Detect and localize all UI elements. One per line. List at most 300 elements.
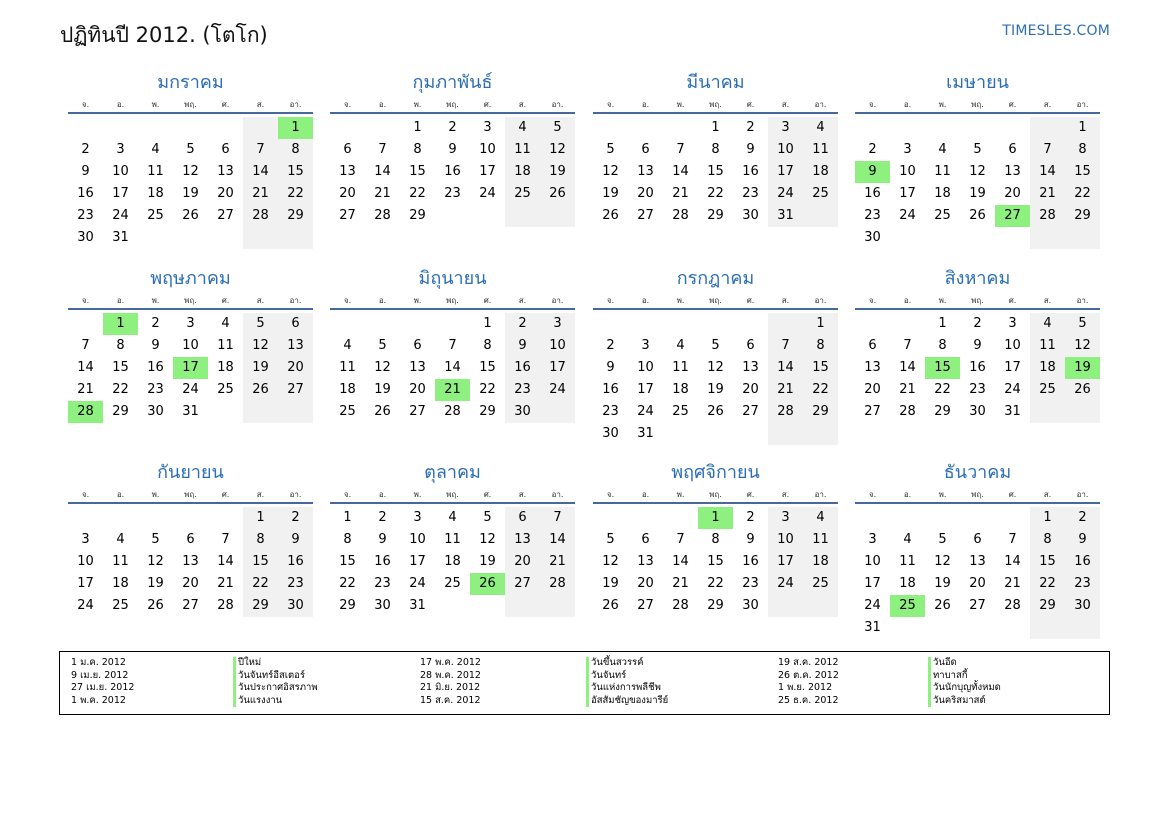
weekend-cell bbox=[540, 595, 575, 617]
day-cell: 19 bbox=[707, 382, 724, 397]
day-cell: 11 bbox=[112, 554, 129, 569]
day-cell: 9 bbox=[278, 529, 313, 551]
day-cell: 10 bbox=[409, 532, 426, 547]
day-cell: 17 bbox=[1004, 360, 1021, 375]
month-divider bbox=[855, 308, 1100, 310]
day-cell: 6 bbox=[505, 507, 540, 529]
weekday-label: อา. bbox=[814, 100, 827, 109]
day-cell: 8 bbox=[116, 338, 125, 353]
day-cell: 26 bbox=[602, 598, 619, 613]
day-cell: 4 bbox=[803, 117, 838, 139]
weekday-label: อา. bbox=[1076, 490, 1089, 499]
day-cell: 22 bbox=[1065, 183, 1100, 205]
day-cell: 2 bbox=[746, 510, 755, 525]
day-cell: 23 bbox=[444, 186, 461, 201]
day-cell: 3 bbox=[116, 142, 125, 157]
holiday-day-cell: 1 bbox=[698, 507, 733, 529]
day-cell: 21 bbox=[77, 382, 94, 397]
day-cell: 11 bbox=[444, 532, 461, 547]
day-cell: 17 bbox=[409, 554, 426, 569]
day-cell: 20 bbox=[278, 357, 313, 379]
day-cell: 27 bbox=[742, 404, 759, 419]
day-cell: 15 bbox=[243, 551, 278, 573]
weekday-label: ศ. bbox=[1008, 100, 1017, 109]
day-cell: 14 bbox=[77, 360, 94, 375]
site-link[interactable]: TIMESLES.COM bbox=[1002, 23, 1110, 39]
day-cell: 30 bbox=[505, 401, 540, 423]
day-cell: 31 bbox=[864, 620, 881, 635]
day-cell: 14 bbox=[243, 161, 278, 183]
weekday-label: พฤ. bbox=[446, 296, 459, 305]
weekday-label: อ. bbox=[641, 100, 650, 109]
day-cell: 18 bbox=[672, 382, 689, 397]
day-cell: 5 bbox=[378, 338, 387, 353]
day-cell: 14 bbox=[672, 554, 689, 569]
day-cell: 25 bbox=[672, 404, 689, 419]
day-cell: 17 bbox=[768, 551, 803, 573]
weekday-label: อา. bbox=[814, 490, 827, 499]
day-cell: 16 bbox=[864, 186, 881, 201]
day-cell: 22 bbox=[278, 183, 313, 205]
weekday-label: พฤ. bbox=[971, 490, 984, 499]
day-cell: 26 bbox=[707, 404, 724, 419]
weekend-cell bbox=[278, 401, 313, 423]
day-cell: 7 bbox=[1030, 139, 1065, 161]
month-name: ธันวาคม bbox=[943, 462, 1012, 483]
day-cell: 5 bbox=[540, 117, 575, 139]
legend-date: 15 ส.ค. 2012 bbox=[420, 694, 481, 706]
day-cell: 13 bbox=[278, 335, 313, 357]
weekday-label: พ. bbox=[938, 296, 947, 305]
day-cell: 28 bbox=[672, 598, 689, 613]
day-cell: 12 bbox=[602, 554, 619, 569]
day-cell: 13 bbox=[505, 529, 540, 551]
legend-date: 1 พ.ค. 2012 bbox=[71, 694, 126, 706]
legend-date: 27 เม.ย. 2012 bbox=[71, 682, 135, 693]
day-cell: 19 bbox=[969, 186, 986, 201]
day-cell: 11 bbox=[339, 360, 356, 375]
day-cell: 29 bbox=[243, 595, 278, 617]
day-cell: 11 bbox=[147, 164, 164, 179]
day-cell: 4 bbox=[151, 142, 160, 157]
day-cell: 12 bbox=[374, 360, 391, 375]
day-cell: 31 bbox=[768, 205, 803, 227]
day-cell: 16 bbox=[147, 360, 164, 375]
holiday-day-cell: 1 bbox=[103, 313, 138, 335]
day-cell: 30 bbox=[374, 598, 391, 613]
day-cell: 15 bbox=[479, 360, 496, 375]
day-cell: 2 bbox=[81, 142, 90, 157]
day-cell: 25 bbox=[803, 573, 838, 595]
weekday-label: ส. bbox=[1043, 490, 1052, 499]
day-cell: 6 bbox=[413, 338, 422, 353]
day-cell: 5 bbox=[483, 510, 492, 525]
weekend-cell bbox=[505, 595, 540, 617]
day-cell: 16 bbox=[505, 357, 540, 379]
weekday-label: ศ. bbox=[483, 100, 492, 109]
legend-dates-col-3 bbox=[778, 657, 839, 707]
day-cell: 25 bbox=[112, 598, 129, 613]
day-cell: 4 bbox=[903, 532, 912, 547]
day-cell: 19 bbox=[934, 576, 951, 591]
weekend-cell bbox=[243, 227, 278, 249]
day-cell: 8 bbox=[803, 335, 838, 357]
day-cell: 28 bbox=[1030, 205, 1065, 227]
day-cell: 13 bbox=[409, 360, 426, 375]
day-cell: 27 bbox=[339, 208, 356, 223]
weekday-label: อ. bbox=[116, 296, 125, 305]
day-cell: 28 bbox=[217, 598, 234, 613]
weekday-label: พฤ. bbox=[971, 296, 984, 305]
weekday-label: จ. bbox=[81, 100, 90, 109]
day-cell: 2 bbox=[868, 142, 877, 157]
day-cell: 23 bbox=[742, 576, 759, 591]
day-cell: 20 bbox=[217, 186, 234, 201]
day-cell: 30 bbox=[742, 598, 759, 613]
weekday-label: พฤ. bbox=[709, 296, 722, 305]
month-divider bbox=[330, 112, 575, 114]
day-cell: 21 bbox=[243, 183, 278, 205]
day-cell: 12 bbox=[479, 532, 496, 547]
day-cell: 24 bbox=[768, 573, 803, 595]
day-cell: 8 bbox=[938, 338, 947, 353]
day-cell: 14 bbox=[672, 164, 689, 179]
day-cell: 24 bbox=[899, 208, 916, 223]
legend-names-col-3 bbox=[928, 657, 1001, 707]
day-cell: 10 bbox=[112, 164, 129, 179]
day-cell: 18 bbox=[934, 186, 951, 201]
day-cell: 22 bbox=[409, 186, 426, 201]
legend-holiday: วันแห่งการพลีชีพ bbox=[591, 682, 661, 693]
day-cell: 9 bbox=[151, 338, 160, 353]
day-cell: 13 bbox=[217, 164, 234, 179]
day-cell: 30 bbox=[1065, 595, 1100, 617]
day-cell: 25 bbox=[803, 183, 838, 205]
weekday-label: พ. bbox=[676, 490, 685, 499]
weekday-label: จ. bbox=[343, 100, 352, 109]
day-cell: 5 bbox=[606, 142, 615, 157]
weekday-label: พฤ. bbox=[184, 490, 197, 499]
day-cell: 5 bbox=[938, 532, 947, 547]
day-cell: 5 bbox=[151, 532, 160, 547]
day-cell: 11 bbox=[803, 139, 838, 161]
month-divider bbox=[68, 308, 313, 310]
month-divider bbox=[330, 502, 575, 504]
weekend-cell bbox=[505, 205, 540, 227]
day-cell: 15 bbox=[1065, 161, 1100, 183]
day-cell: 23 bbox=[147, 382, 164, 397]
holiday-day-cell: 15 bbox=[925, 357, 960, 379]
day-cell: 30 bbox=[742, 208, 759, 223]
day-cell: 31 bbox=[112, 230, 129, 245]
day-cell: 2 bbox=[1065, 507, 1100, 529]
day-cell: 15 bbox=[707, 164, 724, 179]
weekday-label: ส. bbox=[781, 296, 790, 305]
day-cell: 3 bbox=[768, 117, 803, 139]
day-cell: 9 bbox=[378, 532, 387, 547]
day-cell: 16 bbox=[77, 186, 94, 201]
weekday-label: ศ. bbox=[483, 490, 492, 499]
day-cell: 25 bbox=[339, 404, 356, 419]
weekday-label: จ. bbox=[606, 100, 615, 109]
weekday-label: พ. bbox=[676, 100, 685, 109]
day-cell: 10 bbox=[182, 338, 199, 353]
day-cell: 4 bbox=[803, 507, 838, 529]
weekday-label: จ. bbox=[343, 490, 352, 499]
day-cell: 9 bbox=[448, 142, 457, 157]
legend-date: 19 ส.ค. 2012 bbox=[778, 657, 839, 668]
weekend-cell bbox=[1030, 117, 1065, 139]
weekday-label: อา. bbox=[289, 490, 302, 499]
weekend-cell bbox=[1030, 401, 1065, 423]
day-cell: 22 bbox=[707, 576, 724, 591]
weekday-label: อ. bbox=[641, 490, 650, 499]
weekday-label: อ. bbox=[116, 100, 125, 109]
day-cell: 23 bbox=[742, 186, 759, 201]
day-cell: 2 bbox=[746, 120, 755, 135]
day-cell: 18 bbox=[112, 576, 129, 591]
day-cell: 2 bbox=[973, 316, 982, 331]
day-cell: 5 bbox=[186, 142, 195, 157]
day-cell: 11 bbox=[1030, 335, 1065, 357]
day-cell: 8 bbox=[711, 142, 720, 157]
day-cell: 24 bbox=[637, 404, 654, 419]
weekday-label: พ. bbox=[151, 296, 160, 305]
legend-date: 26 ต.ค. 2012 bbox=[778, 669, 839, 681]
day-cell: 18 bbox=[147, 186, 164, 201]
day-cell: 24 bbox=[182, 382, 199, 397]
day-cell: 19 bbox=[147, 576, 164, 591]
holiday-day-cell: 26 bbox=[470, 573, 505, 595]
weekday-label: ส. bbox=[781, 100, 790, 109]
weekday-label: พฤ. bbox=[709, 490, 722, 499]
day-cell: 6 bbox=[186, 532, 195, 547]
weekday-label: ศ. bbox=[746, 490, 755, 499]
day-cell: 20 bbox=[505, 551, 540, 573]
day-cell: 3 bbox=[768, 507, 803, 529]
legend-dates-col-1 bbox=[71, 657, 134, 707]
holiday-legend bbox=[59, 651, 1110, 715]
day-cell: 23 bbox=[505, 379, 540, 401]
day-cell: 2 bbox=[505, 313, 540, 335]
day-cell: 7 bbox=[676, 142, 685, 157]
legend-holiday: วันขึ้นสวรรค์ bbox=[591, 657, 644, 668]
day-cell: 13 bbox=[1004, 164, 1021, 179]
day-cell: 27 bbox=[637, 598, 654, 613]
day-cell: 10 bbox=[77, 554, 94, 569]
holiday-day-cell: 27 bbox=[995, 205, 1030, 227]
day-cell: 15 bbox=[803, 357, 838, 379]
day-cell: 30 bbox=[77, 230, 94, 245]
weekend-cell bbox=[243, 117, 278, 139]
weekday-label: อ. bbox=[903, 296, 912, 305]
day-cell: 28 bbox=[374, 208, 391, 223]
day-cell: 5 bbox=[243, 313, 278, 335]
month-name: กันยายน bbox=[157, 462, 224, 483]
weekday-label: พ. bbox=[151, 490, 160, 499]
weekday-label: จ. bbox=[868, 296, 877, 305]
day-cell: 21 bbox=[540, 551, 575, 573]
day-cell: 24 bbox=[112, 208, 129, 223]
weekday-label: พ. bbox=[938, 490, 947, 499]
day-cell: 14 bbox=[374, 164, 391, 179]
day-cell: 10 bbox=[1004, 338, 1021, 353]
day-cell: 8 bbox=[343, 532, 352, 547]
day-cell: 16 bbox=[1065, 551, 1100, 573]
day-cell: 15 bbox=[278, 161, 313, 183]
month-divider bbox=[68, 502, 313, 504]
day-cell: 29 bbox=[339, 598, 356, 613]
legend-holiday: วันจันทร์ bbox=[591, 669, 627, 681]
day-cell: 9 bbox=[81, 164, 90, 179]
weekday-label: ศ. bbox=[746, 296, 755, 305]
day-cell: 8 bbox=[1030, 529, 1065, 551]
holiday-day-cell: 21 bbox=[435, 379, 470, 401]
day-cell: 5 bbox=[711, 338, 720, 353]
day-cell: 6 bbox=[868, 338, 877, 353]
day-cell: 15 bbox=[339, 554, 356, 569]
legend-date: 1 พ.ย. 2012 bbox=[778, 682, 833, 693]
day-cell: 25 bbox=[217, 382, 234, 397]
day-cell: 26 bbox=[182, 208, 199, 223]
month-name: มิถุนายน bbox=[418, 268, 487, 289]
day-cell: 4 bbox=[116, 532, 125, 547]
day-cell: 27 bbox=[278, 379, 313, 401]
weekend-cell bbox=[768, 313, 803, 335]
weekday-label: ส. bbox=[518, 100, 527, 109]
weekday-label: อา. bbox=[289, 296, 302, 305]
day-cell: 15 bbox=[1030, 551, 1065, 573]
month-divider bbox=[593, 502, 838, 504]
weekday-label: อ. bbox=[378, 490, 387, 499]
day-cell: 25 bbox=[1030, 379, 1065, 401]
day-cell: 3 bbox=[868, 532, 877, 547]
month-name: กุมภาพันธ์ bbox=[412, 72, 493, 93]
day-cell: 14 bbox=[899, 360, 916, 375]
weekday-label: อ. bbox=[903, 490, 912, 499]
legend-date: 21 มิ.ย. 2012 bbox=[420, 682, 481, 693]
weekend-cell bbox=[243, 401, 278, 423]
day-cell: 29 bbox=[1030, 595, 1065, 617]
day-cell: 27 bbox=[864, 404, 881, 419]
day-cell: 8 bbox=[243, 529, 278, 551]
legend-date: 25 ธ.ค. 2012 bbox=[778, 694, 839, 706]
day-cell: 19 bbox=[602, 576, 619, 591]
day-cell: 20 bbox=[339, 186, 356, 201]
day-cell: 10 bbox=[899, 164, 916, 179]
day-cell: 20 bbox=[182, 576, 199, 591]
weekday-label: อา. bbox=[1076, 296, 1089, 305]
month-divider bbox=[855, 112, 1100, 114]
day-cell: 29 bbox=[409, 208, 426, 223]
day-cell: 11 bbox=[803, 529, 838, 551]
day-cell: 20 bbox=[1004, 186, 1021, 201]
weekday-label: อา. bbox=[551, 490, 564, 499]
month-name: พฤศจิกายน bbox=[671, 462, 760, 483]
month-divider bbox=[593, 308, 838, 310]
weekend-cell bbox=[1065, 401, 1100, 423]
day-cell: 18 bbox=[803, 161, 838, 183]
weekend-cell bbox=[1030, 227, 1065, 249]
day-cell: 26 bbox=[243, 379, 278, 401]
day-cell: 22 bbox=[243, 573, 278, 595]
day-cell: 29 bbox=[934, 404, 951, 419]
day-cell: 21 bbox=[899, 382, 916, 397]
day-cell: 10 bbox=[540, 335, 575, 357]
day-cell: 26 bbox=[1065, 379, 1100, 401]
weekday-label: จ. bbox=[606, 296, 615, 305]
weekday-label: พ. bbox=[413, 296, 422, 305]
day-cell: 19 bbox=[479, 554, 496, 569]
day-cell: 30 bbox=[969, 404, 986, 419]
weekend-cell bbox=[768, 595, 803, 617]
day-cell: 20 bbox=[637, 186, 654, 201]
day-cell: 21 bbox=[1004, 576, 1021, 591]
day-cell: 21 bbox=[672, 576, 689, 591]
day-cell: 20 bbox=[742, 382, 759, 397]
day-cell: 30 bbox=[147, 404, 164, 419]
day-cell: 3 bbox=[540, 313, 575, 335]
month-name: มีนาคม bbox=[686, 72, 745, 93]
day-cell: 28 bbox=[672, 208, 689, 223]
day-cell: 26 bbox=[602, 208, 619, 223]
day-cell: 17 bbox=[77, 576, 94, 591]
month-divider bbox=[855, 502, 1100, 504]
day-cell: 7 bbox=[540, 507, 575, 529]
weekend-cell bbox=[803, 595, 838, 617]
day-cell: 19 bbox=[540, 161, 575, 183]
day-cell: 1 bbox=[413, 120, 422, 135]
weekday-label: ศ. bbox=[483, 296, 492, 305]
day-cell: 28 bbox=[540, 573, 575, 595]
day-cell: 12 bbox=[707, 360, 724, 375]
day-cell: 13 bbox=[864, 360, 881, 375]
day-cell: 8 bbox=[711, 532, 720, 547]
day-cell: 2 bbox=[278, 507, 313, 529]
day-cell: 26 bbox=[374, 404, 391, 419]
day-cell: 16 bbox=[742, 164, 759, 179]
day-cell: 17 bbox=[540, 357, 575, 379]
weekday-label: พ. bbox=[938, 100, 947, 109]
month-name: เมษายน bbox=[946, 72, 1009, 93]
day-cell: 31 bbox=[182, 404, 199, 419]
day-cell: 13 bbox=[969, 554, 986, 569]
day-cell: 18 bbox=[899, 576, 916, 591]
day-cell: 31 bbox=[409, 598, 426, 613]
day-cell: 4 bbox=[938, 142, 947, 157]
day-cell: 8 bbox=[483, 338, 492, 353]
day-cell: 21 bbox=[374, 186, 391, 201]
day-cell: 3 bbox=[413, 510, 422, 525]
day-cell: 24 bbox=[77, 598, 94, 613]
day-cell: 13 bbox=[742, 360, 759, 375]
day-cell: 25 bbox=[505, 183, 540, 205]
day-cell: 10 bbox=[637, 360, 654, 375]
day-cell: 21 bbox=[217, 576, 234, 591]
weekday-label: อา. bbox=[551, 296, 564, 305]
day-cell: 14 bbox=[444, 360, 461, 375]
day-cell: 7 bbox=[448, 338, 457, 353]
day-cell: 29 bbox=[112, 404, 129, 419]
day-cell: 9 bbox=[606, 360, 615, 375]
day-cell: 19 bbox=[182, 186, 199, 201]
weekday-label: พฤ. bbox=[184, 296, 197, 305]
legend-holiday: ปีใหม่ bbox=[238, 657, 262, 668]
day-cell: 1 bbox=[711, 120, 720, 135]
weekday-label: จ. bbox=[606, 490, 615, 499]
day-cell: 3 bbox=[483, 120, 492, 135]
day-cell: 22 bbox=[112, 382, 129, 397]
